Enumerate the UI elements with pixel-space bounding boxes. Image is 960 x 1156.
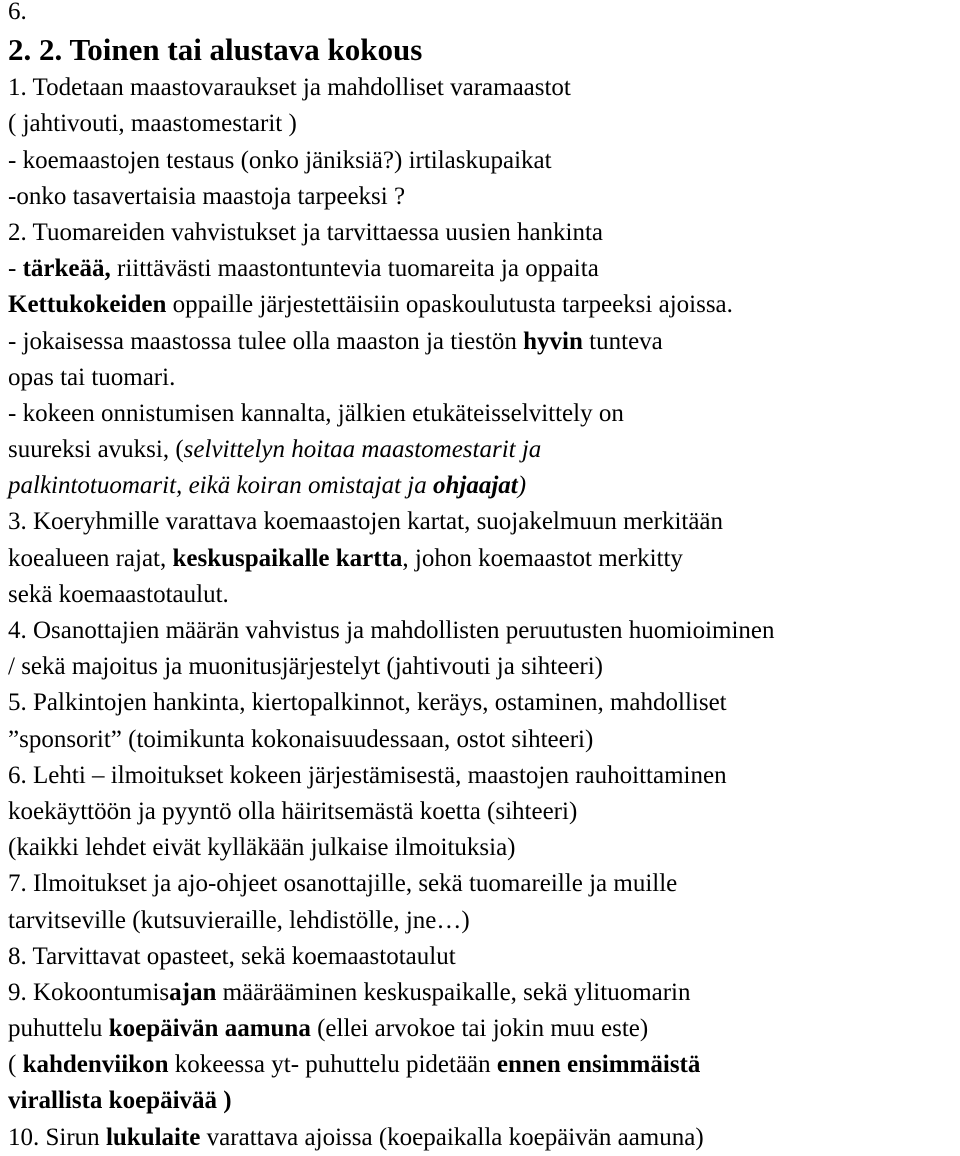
text-segment: ajan bbox=[169, 978, 217, 1006]
text-segment: - jokaisessa maastossa tulee olla maaston ja tiestön bbox=[8, 327, 524, 355]
text-line bbox=[8, 396, 958, 432]
text-segment: eikä koiran omistajat ja bbox=[182, 472, 433, 500]
text-line bbox=[8, 975, 958, 1011]
text-line bbox=[8, 468, 958, 504]
text-line bbox=[8, 215, 958, 251]
page-number: 6. bbox=[8, 0, 27, 25]
text-segment: 4. Osanottajien määrän vahvistus ja mahdollisten peruutusten huomioiminen bbox=[8, 617, 775, 644]
text-line bbox=[8, 903, 958, 939]
text-segment: tärkeää, bbox=[22, 255, 111, 283]
text-line bbox=[8, 794, 958, 830]
text-segment: / sekä majoitus ja muonitusjärjestelyt (jahtivouti ja sihteeri) bbox=[8, 653, 604, 681]
text-segment: 5. Palkintojen hankinta, kiertopalkinnot, keräys, ostaminen, mahdolliset bbox=[8, 689, 727, 717]
text-segment: ( jahtivouti, maastomestarit ) bbox=[8, 110, 297, 138]
text-line bbox=[8, 1047, 958, 1083]
text-segment: - bbox=[8, 255, 23, 283]
text-segment: opas tai tuomari. bbox=[8, 363, 176, 391]
text-segment: ) bbox=[517, 472, 527, 500]
text-segment: (kaikki lehdet eivät kylläkään julkaise ilmoituksia) bbox=[8, 834, 516, 862]
text-segment: -onko tasavertaisia maastoja tarpeeksi ? bbox=[8, 182, 406, 210]
text-segment-wrapper bbox=[433, 472, 518, 499]
text-segment: virallista koepäivää ) bbox=[8, 1087, 232, 1115]
text-segment: 2. Tuomareiden vahvistukset ja tarvittaessa uusien hankinta bbox=[8, 218, 604, 246]
text-segment: ”sponsorit” (toimikunta kokonaisuudessaan, ostot sihteeri) bbox=[8, 725, 594, 753]
text-segment: tarvitseville (kutsuvieraille, lehdistölle, jne…) bbox=[8, 906, 470, 934]
text-line bbox=[8, 324, 958, 360]
text-segment: suureksi avuksi, ( bbox=[8, 436, 184, 464]
text-segment: 6. Lehti – ilmoitukset kokeen järjestämisestä, maastojen rauhoittaminen bbox=[8, 761, 727, 789]
text-segment: koepäivän aamuna bbox=[108, 1015, 311, 1043]
text-segment: lukulaite bbox=[105, 1123, 201, 1151]
document-page bbox=[8, 0, 958, 1156]
text-segment: palkintotuomarit, bbox=[8, 472, 183, 500]
text-line bbox=[8, 649, 958, 685]
text-line bbox=[8, 758, 958, 794]
text-segment: puhuttelu bbox=[8, 1015, 109, 1043]
text-segment: Kettukokeiden bbox=[8, 291, 167, 319]
text-line bbox=[8, 722, 958, 758]
text-line bbox=[8, 541, 958, 577]
document-body bbox=[8, 70, 958, 1156]
text-segment: varattava ajoissa (koepaikalla koepäivän aamuna) bbox=[200, 1123, 704, 1151]
text-line bbox=[8, 504, 958, 540]
text-segment: riittävästi maastontuntevia tuomareita ja oppaita bbox=[110, 255, 599, 283]
text-segment: , johon koemaastot merkitty bbox=[402, 544, 683, 572]
text-segment: sekä koemaastotaulut. bbox=[8, 580, 229, 608]
text-line bbox=[8, 287, 958, 323]
text-segment: 1. Todetaan maastovaraukset ja mahdolliset varamaastot bbox=[8, 74, 571, 102]
text-line bbox=[8, 577, 958, 613]
text-line bbox=[8, 360, 958, 396]
text-segment: kokeessa yt- puhuttelu pidetään bbox=[168, 1051, 497, 1079]
text-segment: kahdenviikon bbox=[22, 1051, 169, 1079]
text-line bbox=[8, 106, 958, 142]
text-segment: ohjaajat bbox=[432, 472, 518, 500]
text-segment: 3. Koeryhmille varattava koemaastojen kartat, suojakelmuun merkitään bbox=[8, 508, 724, 536]
text-segment: 9. Kokoontumis bbox=[8, 978, 170, 1006]
text-line bbox=[8, 613, 958, 649]
text-line bbox=[8, 1011, 958, 1047]
text-line bbox=[8, 866, 958, 902]
text-segment: ( bbox=[8, 1051, 23, 1079]
text-segment: ennen ensimmäistä bbox=[496, 1051, 701, 1079]
text-line bbox=[8, 1120, 958, 1156]
text-line bbox=[8, 432, 958, 468]
text-line bbox=[8, 143, 958, 179]
text-segment: 8. Tarvittavat opasteet, sekä koemaastotaulut bbox=[8, 942, 456, 970]
text-line bbox=[8, 830, 958, 866]
text-line bbox=[8, 251, 958, 287]
text-segment: - kokeen onnistumisen kannalta, jälkien etukäteisselvittely on bbox=[8, 399, 624, 427]
text-segment: (ellei arvokoe tai jokin muu este) bbox=[310, 1015, 649, 1043]
text-line bbox=[8, 179, 958, 215]
text-line bbox=[8, 939, 958, 975]
text-segment: - koemaastojen testaus (onko jäniksiä?) irtilaskupaikat bbox=[8, 146, 552, 174]
text-segment: hyvin bbox=[523, 327, 583, 355]
section-heading: 2. 2. Toinen tai alustava kokous bbox=[8, 32, 423, 68]
text-segment: 7. Ilmoitukset ja ajo-ohjeet osanottajille, sekä tuomareille ja muille bbox=[8, 870, 678, 898]
text-segment: tunteva bbox=[582, 327, 663, 355]
text-segment: määrääminen keskuspaikalle, sekä ylituomarin bbox=[216, 978, 691, 1006]
text-segment: oppaille järjestettäisiin opaskoulutusta tarpeeksi ajoissa. bbox=[166, 291, 733, 319]
text-segment: koekäyttöön ja pyyntö olla häiritsemästä koetta (sihteeri) bbox=[8, 797, 578, 825]
text-line bbox=[8, 685, 958, 721]
text-segment: selvittelyn hoitaa maastomestarit ja bbox=[183, 436, 542, 464]
text-segment: keskuspaikalle kartta bbox=[172, 544, 403, 572]
text-segment: 10. Sirun bbox=[8, 1123, 106, 1151]
text-line bbox=[8, 70, 958, 106]
text-segment: koealueen rajat, bbox=[8, 544, 173, 572]
text-line bbox=[8, 1083, 958, 1119]
